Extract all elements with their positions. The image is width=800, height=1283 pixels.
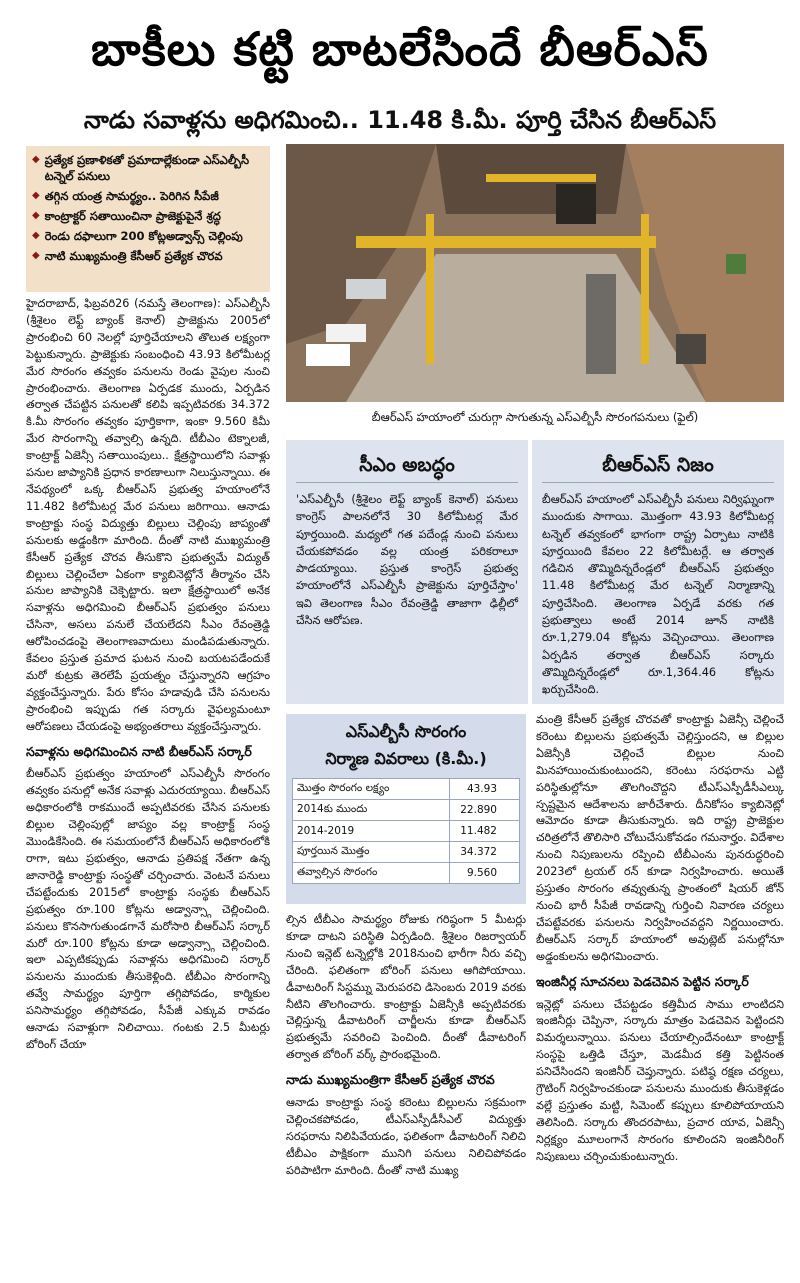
article-column-2 bbox=[286, 912, 526, 1276]
diamond-bullet-icon: ◆ bbox=[32, 210, 40, 221]
table-row bbox=[293, 842, 520, 863]
table-row bbox=[293, 863, 520, 884]
section-subhead: సవాళ్లను అధిగమించిన నాటి బీఆర్ఎస్ సర్కార్ bbox=[26, 743, 252, 759]
row-label: మొత్తం సొరంగం లక్ష్యం bbox=[293, 779, 450, 800]
tunnel-stats-table bbox=[292, 778, 520, 884]
diamond-bullet-icon: ◆ bbox=[32, 190, 40, 201]
table-title-line1: ఎస్ఎల్బీసీ సొరంగం bbox=[345, 722, 467, 741]
article-body: ఇన్లెట్లో పనులు చేపట్టడం కత్తిమీద సాము లాంటిదని ఇంజినీర్లు చెప్పినా, సర్కారు మాత్రం పెడచెవిన పెట్టిందని విమర్శలున్నాయి. పనులు చేయాల్సిందేనంటూ కాంట్రాక్ట్ సంస్థపై ఒత్తిడి చేస్తూ, మెడమీద కత్తి పెట్టినంత పనిచేసిందని ఇంజినీర్ చెప్తున్నారు. పటిష్ఠ రక్షణ చర్యలు, గ్రౌటింగ్ నిర్వహించకుండా పనులను ముందుకు తీసుకెళ్లడం వల్లే ప్రస్తుతం మట్టి, సిమెంట్ కప్పులు కూలిపోయాయని తెలిసింది. సర్కారు తొందరపాటు, ప్రచార యావ, ఏజెన్సీ నిర్లక్ష్యం మూలంగానే సొరంగం కూలిందని ఇంజినీరింగ్ నిపుణులు చర్చించుకుంటున్నారు. bbox=[536, 997, 784, 1163]
row-label: తవ్వాల్సిన సొరంగం bbox=[293, 863, 450, 884]
highlight-item: ◆ కాంట్రాక్టర్ సతాయించినా ప్రాజెక్టుపైనే శ్రద్ధ bbox=[32, 209, 221, 223]
row-value: 11.482 bbox=[450, 821, 520, 842]
article-body: బీఆర్ఎస్ ప్రభుత్వం హయాంలో ఎస్ఎల్బీసీ సొరంగం తవ్వకం పనుల్లో అనేక సవాళ్లు ఎదురయ్యాయి. బీఆర్ఎస్ అధికారంలోకి రాకముందే అప్పటివరకు చేసిన పనులకు బిల్లుల చెల్లింపుల్లో జాప్యం వల్ల కాంట్రాక్ట్ సంస్థ మొండికేసింది. ఈ సమయంలోనే బీఆర్ఎస్ అధికారంలోకి రాగా, ఇటు ప్రభుత్వం, ఆనాడు ప్రతిపక్ష నేతగా ఉన్న జానారెడ్డి కాంట్రాక్టు సంస్థతో చర్చించారు. వెంటనే పనులు చేపట్టేందుకు 2015లో కాంట్రాక్టు సంస్థకు బీఆర్ఎస్ ప్రభుత్వం రూ.100 కోట్లను అడ్వాన్స్గా చెల్లించింది. పనులు కొనసాగుతుండగానే మరోసారి బీఆర్ఎస్ సర్కార్ మరో రూ.100 కోట్లను కూడా అడ్వాన్స్గా చెల్లించింది. ఇలా ఎప్పటికప్పుడు సవాళ్లను అధిగమించి సర్కార్ పనులను ముందుకు తీసుకెళ్లింది. టీబీఎం సొరంగాన్ని తవ్వే సామర్థ్యం పూర్తిగా తగ్గిపోవడం, కార్మికుల పనిసామర్థ్యం తగ్గిపోవడం, సీపేజీ ఎక్కువ రావడం ఆనాడు సవాళ్లుగా నిలిచాయి. గంటకు 2.5 మీటర్లు బోరింగ్ చేయా bbox=[26, 767, 270, 1051]
photo-caption: బీఆర్ఎస్ హయాంలో చురుగ్గా సాగుతున్న ఎస్ఎల్బీసీ సొరంగపనులు (ఫైల్) bbox=[371, 410, 699, 424]
section-subhead: ఇంజినీర్ల సూచనలు పెడచెవిన పెట్టిన సర్కార్ bbox=[536, 973, 749, 989]
highlight-item: ◆ నాటి ముఖ్యమంత్రి కేసీఆర్ ప్రత్యేక చొరవ bbox=[32, 249, 223, 263]
row-label: పూర్తయిన మొత్తం bbox=[293, 842, 450, 863]
article-intro: హైదరాబాద్, ఫిబ్రవరి26 (నమస్తే తెలంగాణ): ఎస్ఎల్బీసీ (శ్రీశైలం లెఫ్ట్ బ్యాంక్ కెనాల్) ప్రాజెక్టును 2005లో ప్రారంభించి 60 నెలల్లో పూర్తిచేయాలని తొలుత లక్ష్యంగా పెట్టుకున్నారు. ప్రాజెక్టుకు సంబంధించి 43.93 కిలోమీటర్ల మేర సొరంగం తవ్వకం పనులను రెండు వైపుల నుంచి ప్రారంభించారు. తెలంగాణ ఏర్పడక ముందు, ఏర్పడిన తర్వాత చేపట్టిన పనులతో కలిపి ఇప్పటివరకు 34.372 కి.మీ సొరంగం తవ్వకం పూర్తికాగా, ఇంకా 9.560 కిమీ మేర సొరంగాన్ని తవ్వాల్సి ఉన్నది. టీబీఎం టెక్నాలజీ, కాంట్రాక్ట్ ఏజెన్సీ సతాయింపులు.. క్షేత్రస్థాయిలోని సవాళ్లు పనుల జాప్యానికి ప్రధాన కారణాలుగా నిలుస్తున్నాయి. ఈ నేపథ్యంలో ఒక్క బీఆర్ఎస్ ప్రభుత్వ హయాంలోనే 11.482 కిలోమీటర్ల మేర పనులు జరిగాయి. ఆనాడు కాంట్రాక్టు సంస్థ విద్యుత్తు బిల్లులు చెల్లింపు జాప్యంతో పనులకు అడ్డంకిగా మారింది. దీంతో నాటి ముఖ్యమంత్రి కేసీఆర్ ప్రత్యేక చొరవ తీసుకొని ప్రభుత్వమే విద్యుత్ బిల్లులు చెల్లించేలా ఏకంగా క్యాబినెట్లోనే తీర్మానం చేసి పనుల జాప్యానికి చెక్పెట్టారు. ఇలా క్షేత్రస్థాయిలో అనేక సవాళ్లను అధిగమించి బీఆర్ఎస్ ప్రభుత్వం పనులు చేసినా, అసలు పనులే చేయలేదని సీఎం రేవంత్రెడ్డి ఆరోపించడంపై తెలంగాణవాదులు మండిపడుతున్నారు. కేవలం ప్రస్తుత ప్రమాద ఘటన నుంచి బయటపడేందుకే మరో కుట్రకు తెరలేపే ప్రయత్నం చేస్తున్నారని ఆగ్రహం వ్యక్తంచేస్తున్నారు. పేరు కోసం హడావుడి చేసి పనులను ప్రారంభించి ఇప్పుడు గత సర్కారు వైఫల్యమంటూ ఆరోపణలు చేయడంపై అభ్యంతరాలు వ్యక్తంచేస్తున్నారు. bbox=[26, 297, 270, 733]
article-body: మంత్రి కేసీఆర్ ప్రత్యేక చొరవతో కాంట్రాక్టు ఏజెన్సీ చెల్లించే కరెంటు బిల్లులను ప్రభుత్వమే చెల్లిస్తుందని, ఆ బిల్లుల ఏజెన్సీకి చెల్లించే బిల్లుల నుంచి మినహాయించుకుంటుందని, కరెంటు సరఫరాను ఎట్టి పరిస్థితుల్లోనూ తొలగించొద్దని టీఎస్ఎస్పీడీసీఎల్కు స్పష్టమైన ఆదేశాలను జారీచేశారు. దీనికోసం క్యాబినెట్లో ఆమోదం కూడా తీసుకున్నారు. ఇది రాష్ట్ర ప్రాజెక్టుల చరిత్రలోనే తొలిసారి చోటుచేసుకోవడం గమనార్హం. విదేశాల నుంచి నిపుణులను రప్పించి టీబీఎంను పునరుద్ధరించి 2023లో ట్రయల్ రన్ కూడా నిర్వహించారు. అయితే ప్రస్తుతం సొరంగం తవ్వుతున్న ప్రాంతంలో షియర్ జోన్ నుంచి భారీ సీపేజీ రావడాన్ని గుర్తించి నివారణ చర్యలు చేపట్టేవరకు పనులను నిర్వహించవద్దని నిర్ణయించారు. బీఆర్ఎస్ సర్కార్ హయాంలో అవుట్లెట్ పనుల్లోనూ అడ్డంకులను అధిగమించారు. bbox=[536, 713, 784, 963]
highlight-item: ◆ తగ్గిన యంత్ర సామర్థ్యం.. పెరిగిన సీపేజీ bbox=[32, 189, 219, 203]
highlights-box bbox=[26, 146, 270, 292]
brs-truth-box bbox=[532, 440, 784, 704]
row-value: 22.890 bbox=[450, 800, 520, 821]
row-value: 43.93 bbox=[450, 779, 520, 800]
article-column-1 bbox=[26, 296, 270, 1276]
diamond-bullet-icon: ◆ bbox=[32, 154, 40, 165]
cm-lie-body: 'ఎస్ఎల్బీసీ (శ్రీశైలం లెఫ్ట్ బ్యాంక్ కెనాల్) పనులు కాంగ్రెస్ పాలనలోనే 30 కిలోమీటర్ల మేర పూర్తయింది. మధ్యలో గత పదేండ్ల నుంచి పనులు చేయకపోవడం వల్ల యంత్ర పరికరాలూ పాడయ్యాయి. ప్రస్తుత కాంగ్రెస్ ప్రభుత్వ హయాంలోనే ఎస్ఎల్బీసీ ప్రాజెక్టును పూర్తిచేస్తాం' ఇవి తెలంగాణ సీఎం రేవంత్రెడ్డి తాజాగా ఢిల్లీలో చేసిన ఆరోపణ. bbox=[296, 493, 518, 628]
row-value: 9.560 bbox=[450, 863, 520, 884]
table-title-line2: నిర్మాణ వివరాలు (కి.మీ.) bbox=[325, 749, 487, 768]
highlight-item: ◆ ప్రత్యేక ప్రణాళికతో ప్రమాదాల్లేకుండా ఎస్ఎల్బీసీ టన్నెల్ పనులు bbox=[32, 153, 250, 183]
section-subhead: నాడు ముఖ్యమంత్రిగా కేసీఆర్ ప్రత్యేక చొరవ bbox=[286, 1072, 495, 1088]
cm-lie-box bbox=[286, 440, 528, 704]
row-label: 2014కు ముందు bbox=[293, 800, 450, 821]
row-label: 2014-2019 bbox=[293, 821, 450, 842]
tunnel-site-photo bbox=[286, 144, 784, 402]
article-column-3 bbox=[536, 712, 784, 1276]
table-row bbox=[293, 800, 520, 821]
tunnel-stats-box bbox=[286, 714, 526, 904]
table-row bbox=[293, 779, 520, 800]
subheadline: నాడు సవాళ్లను అధిగమించి.. 11.48 కి.మీ. పూర్తి చేసిన బీఆర్ఎస్ bbox=[83, 106, 717, 134]
row-value: 34.372 bbox=[450, 842, 520, 863]
diamond-bullet-icon: ◆ bbox=[32, 250, 40, 261]
diamond-bullet-icon: ◆ bbox=[32, 230, 40, 241]
cm-lie-title: సీఎం అబద్ధం bbox=[296, 448, 518, 483]
brs-truth-title: బీఆర్ఎస్ నిజం bbox=[542, 448, 774, 483]
brs-truth-body: బీఆర్ఎస్ హయాంలో ఎస్ఎల్బీసీ పనులు నిర్విఘ్నంగా ముందుకు సాగాయి. మొత్తంగా 43.93 కిలోమీటర్ల టన్నెల్ తవ్వకంలో భాగంగా రాష్ట్ర ఏర్పాటు నాటికి పూర్తయింది కేవలం 22 కిలోమీటర్లే. ఆ తర్వాత గడిచిన తొమ్మిదిన్నరేండ్లలో బీఆర్ఎస్ ప్రభుత్వం 11.48 కిలోమీటర్ల మేర టన్నెల్ నిర్మాణాన్ని పూర్తిచేసింది. తెలంగాణ ఏర్పడే వరకు గత ప్రభుత్వాలు అంటే 2014 జూన్ నాటికి రూ.1,279.04 కోట్లను వెచ్చించాయి. తెలంగాణ ఏర్పడిన తర్వాత బీఆర్ఎస్ సర్కారు తొమ్మిదిన్నరేండ్లలో రూ.1,364.46 కోట్లను ఖర్చుచేసింది. bbox=[542, 493, 774, 697]
highlight-item: ◆ రెండు దఫాలుగా 200 కోట్లఅడ్వాన్స్ చెల్లింపు bbox=[32, 229, 243, 243]
article-body: ల్సిన టీబీఎం సామర్థ్యం రోజుకు గరిష్ఠంగా 5 మీటర్లు కూడా దాటని పరిస్థితి ఏర్పడింది. శ్రీశైలం రిజర్వాయర్ నుంచి ఇన్లెట్ టన్నెల్లోకి 2018నుంచి భారీగా నీరు వచ్చి చేరింది. ఫలితంగా బోరింగ్ పనులు ఆగిపోయాయి. డీవాటరింగ్ సిస్టమ్ను మెరుపరచి డిసెంబరు 2019 వరకు నీటిని తొలగించారు. కాంట్రాక్టు ఏజెన్సీకి అప్పటివరకు చెల్లిస్తున్న డీవాటరింగ్ చార్జీలను కూడా బీఆర్ఎస్ ప్రభుత్వమే సవరించి పెంచింది. దీంతో డీవాటరింగ్ తర్వాత బోరింగ్ వర్క్ ప్రారంభమైంది. bbox=[286, 913, 526, 1062]
table-row bbox=[293, 821, 520, 842]
article-body: ఆనాడు కాంట్రాక్టు సంస్థ కరెంటు బిల్లులను సక్రమంగా చెల్లించకపోవడం, టీఎస్ఎస్పీడీసీఎల్ విద్యుత్తు సరఫరాను నిలిపివేయడం, ఫలితంగా డీవాటరింగ్ నిలిచి టీబీఎం పాక్షికంగా మునిగి పనులు నిలిచిపోవడం పరిపాటిగా మారింది. దీంతో నాటి ముఖ్య bbox=[286, 1096, 526, 1177]
headline: బాకీలు కట్టి బాటలేసిందే బీఆర్ఎస్ bbox=[91, 22, 709, 76]
